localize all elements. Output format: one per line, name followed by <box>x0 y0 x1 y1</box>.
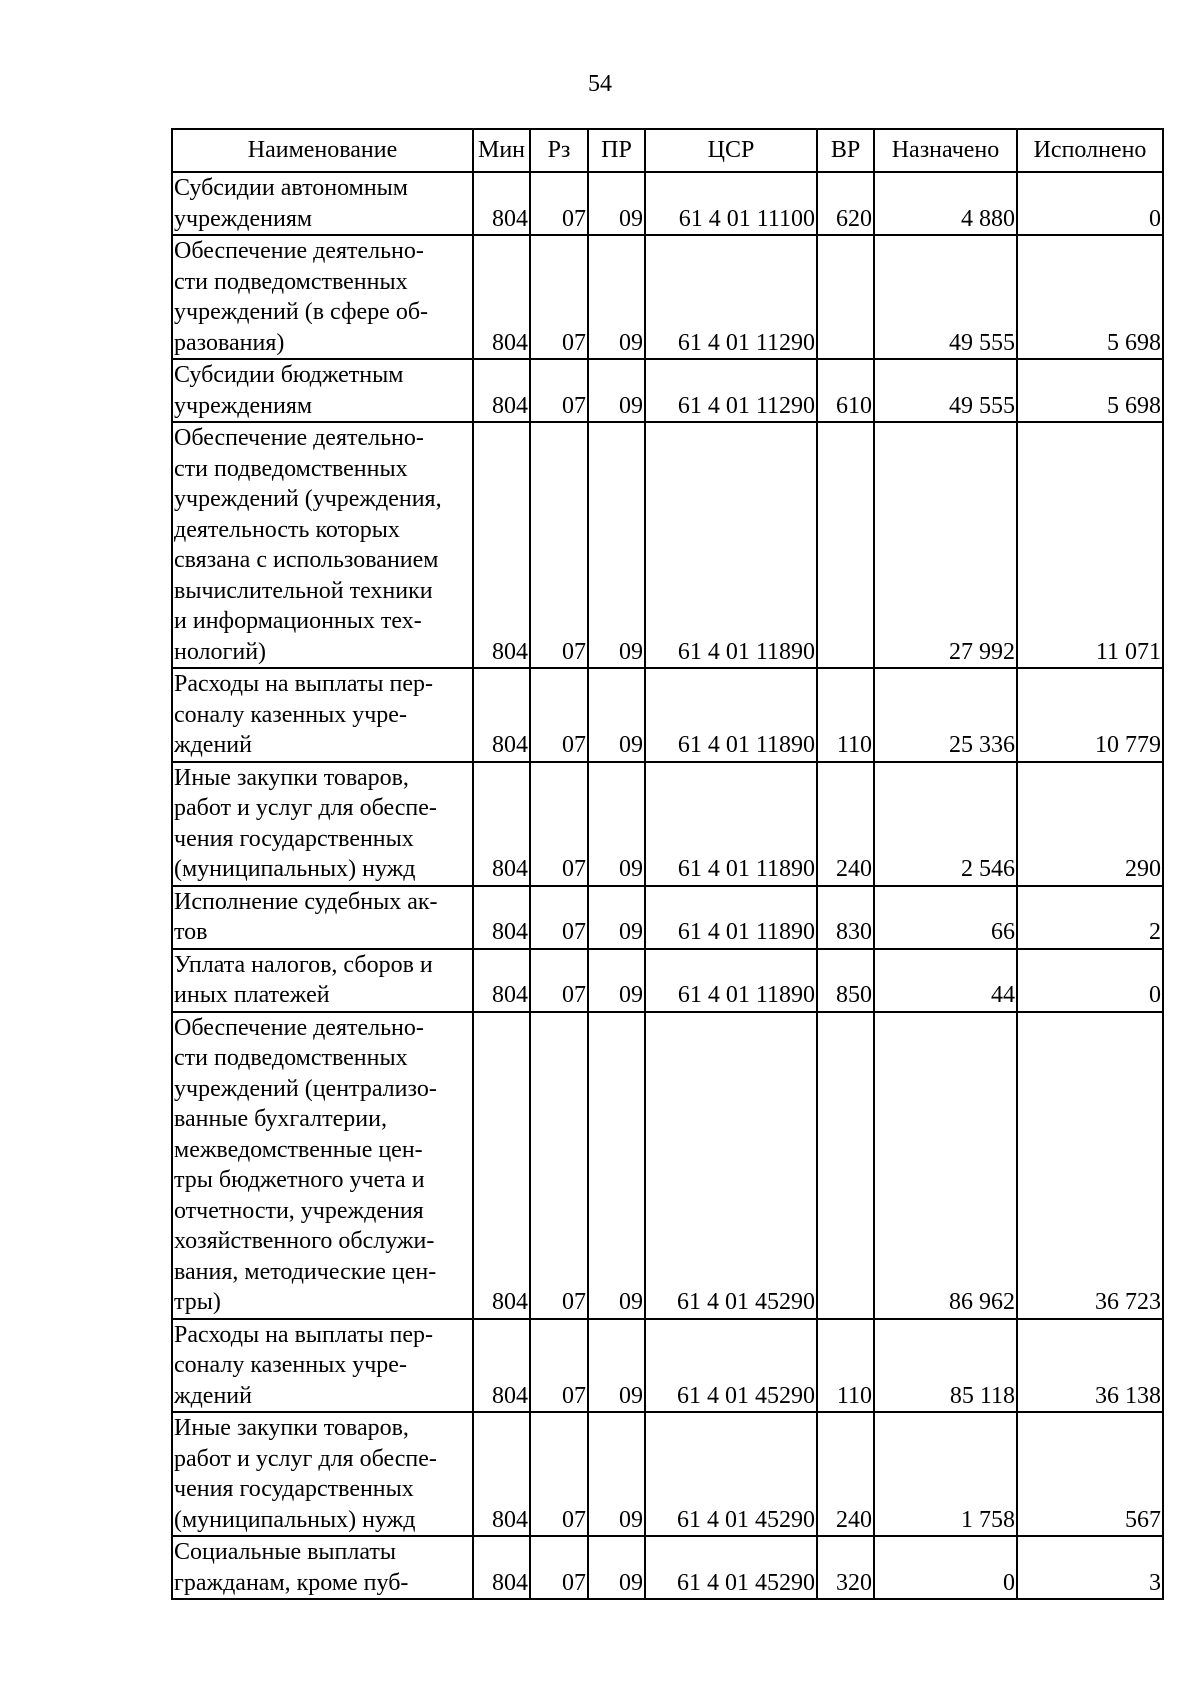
cell-name <box>172 886 473 949</box>
cell-name-line: Субсидии автономным <box>174 175 408 201</box>
cell-name-line: учреждениям <box>174 205 313 232</box>
cell-name-line: учреждениям <box>174 392 313 419</box>
header-name: Наименование <box>172 129 473 172</box>
cell-pr: 09 <box>588 1319 645 1413</box>
cell-name-line: сти подведомственных <box>174 455 408 482</box>
cell-executed: 36 138 <box>1017 1319 1163 1413</box>
cell-min: 804 <box>473 762 530 886</box>
cell-name-line: соналу казенных учре- <box>174 1352 407 1378</box>
cell-name-line: чения государственных <box>174 1476 414 1502</box>
cell-min: 804 <box>473 1412 530 1536</box>
cell-name-line: Расходы на выплаты пер- <box>174 1321 433 1348</box>
table-body <box>172 172 1163 1599</box>
cell-min: 804 <box>473 886 530 949</box>
cell-csr: 61 4 01 11890 <box>645 668 817 762</box>
cell-assigned: 86 962 <box>874 1012 1017 1319</box>
cell-assigned: 49 555 <box>874 359 1017 422</box>
cell-executed: 36 723 <box>1017 1012 1163 1319</box>
cell-rz: 07 <box>530 359 588 422</box>
table-row <box>172 1012 1163 1319</box>
header-rz: Рз <box>530 129 588 172</box>
cell-name-line: сти подведомственных <box>174 1045 408 1071</box>
cell-csr: 61 4 01 11100 <box>645 172 817 235</box>
table-row <box>172 949 1163 1012</box>
cell-executed: 0 <box>1017 949 1163 1012</box>
cell-pr: 09 <box>588 172 645 235</box>
cell-name <box>172 1319 473 1413</box>
cell-name-line: Иные закупки товаров, <box>174 764 409 791</box>
cell-csr: 61 4 01 11890 <box>645 949 817 1012</box>
cell-csr: 61 4 01 11890 <box>645 886 817 949</box>
cell-min: 804 <box>473 1012 530 1319</box>
header-assigned: Назначено <box>874 129 1017 172</box>
cell-name-line: учреждений (в сфере об- <box>174 299 429 325</box>
cell-executed: 10 779 <box>1017 668 1163 762</box>
cell-executed: 5 698 <box>1017 359 1163 422</box>
cell-rz: 07 <box>530 172 588 235</box>
table-row <box>172 235 1163 359</box>
cell-name <box>172 949 473 1012</box>
cell-name-line: учреждений (централизо- <box>174 1075 437 1102</box>
cell-assigned: 1 758 <box>874 1412 1017 1536</box>
cell-rz: 07 <box>530 1319 588 1413</box>
cell-name-line: ждений <box>174 732 252 758</box>
cell-name-line: чения государственных <box>174 825 414 852</box>
cell-vr: 850 <box>817 949 874 1012</box>
cell-vr <box>817 422 874 668</box>
cell-name <box>172 172 473 235</box>
cell-assigned: 0 <box>874 1536 1017 1599</box>
cell-pr: 09 <box>588 886 645 949</box>
cell-pr: 09 <box>588 668 645 762</box>
header-pr: ПР <box>588 129 645 172</box>
cell-assigned: 44 <box>874 949 1017 1012</box>
cell-vr: 240 <box>817 762 874 886</box>
cell-name-line: Уплата налогов, сборов и <box>174 951 433 978</box>
cell-name-line: сти подведомственных <box>174 268 408 295</box>
cell-executed: 11 071 <box>1017 422 1163 668</box>
cell-rz: 07 <box>530 886 588 949</box>
cell-name-line: Обеспечение деятельно- <box>174 425 424 451</box>
cell-vr: 830 <box>817 886 874 949</box>
cell-vr <box>817 1012 874 1319</box>
cell-executed: 290 <box>1017 762 1163 886</box>
cell-rz: 07 <box>530 235 588 359</box>
cell-name-line: учреждений (учреждения, <box>174 486 442 512</box>
cell-assigned: 27 992 <box>874 422 1017 668</box>
cell-name <box>172 762 473 886</box>
cell-assigned: 4 880 <box>874 172 1017 235</box>
cell-executed: 567 <box>1017 1412 1163 1536</box>
cell-executed: 0 <box>1017 172 1163 235</box>
cell-name-line: и информационных тех- <box>174 608 422 634</box>
cell-rz: 07 <box>530 1012 588 1319</box>
cell-min: 804 <box>473 422 530 668</box>
budget-table <box>171 128 1164 1600</box>
table-row <box>172 359 1163 422</box>
cell-vr: 320 <box>817 1536 874 1599</box>
cell-name <box>172 668 473 762</box>
cell-min: 804 <box>473 1319 530 1413</box>
cell-csr: 61 4 01 45290 <box>645 1012 817 1319</box>
cell-name-line: работ и услуг для обеспе- <box>174 795 437 821</box>
cell-name-line: деятельность которых <box>174 516 400 543</box>
cell-rz: 07 <box>530 762 588 886</box>
cell-name-line: работ и услуг для обеспе- <box>174 1445 437 1472</box>
cell-vr: 620 <box>817 172 874 235</box>
cell-csr: 61 4 01 45290 <box>645 1536 817 1599</box>
table-row <box>172 668 1163 762</box>
cell-min: 804 <box>473 235 530 359</box>
cell-assigned: 49 555 <box>874 235 1017 359</box>
cell-name-line: (муниципальных) нужд <box>174 856 416 882</box>
cell-assigned: 85 118 <box>874 1319 1017 1413</box>
cell-name-line: межведомственные цен- <box>174 1136 423 1163</box>
cell-rz: 07 <box>530 422 588 668</box>
cell-min: 804 <box>473 359 530 422</box>
cell-vr: 110 <box>817 668 874 762</box>
cell-name-line: Социальные выплаты <box>174 1539 397 1565</box>
cell-name <box>172 1012 473 1319</box>
cell-csr: 61 4 01 11290 <box>645 359 817 422</box>
cell-name <box>172 1536 473 1599</box>
cell-name-line: тры) <box>174 1289 221 1315</box>
cell-pr: 09 <box>588 1012 645 1319</box>
cell-vr <box>817 235 874 359</box>
cell-csr: 61 4 01 11890 <box>645 762 817 886</box>
cell-pr: 09 <box>588 1412 645 1536</box>
cell-pr: 09 <box>588 949 645 1012</box>
cell-name-line: Субсидии бюджетным <box>174 362 404 388</box>
cell-name-line: иных платежей <box>174 982 330 1008</box>
cell-name-line: нологий) <box>174 638 267 665</box>
header-executed: Исполнено <box>1017 129 1163 172</box>
cell-name-line: хозяйственного обслужи- <box>174 1228 435 1254</box>
table-row <box>172 886 1163 949</box>
cell-vr: 240 <box>817 1412 874 1536</box>
cell-name <box>172 422 473 668</box>
cell-name-line: отчетности, учреждения <box>174 1197 424 1224</box>
cell-pr: 09 <box>588 422 645 668</box>
cell-pr: 09 <box>588 762 645 886</box>
cell-name-line: Обеспечение деятельно- <box>174 1014 424 1041</box>
cell-min: 804 <box>473 172 530 235</box>
table-row <box>172 1319 1163 1413</box>
cell-csr: 61 4 01 45290 <box>645 1319 817 1413</box>
cell-rz: 07 <box>530 1412 588 1536</box>
cell-rz: 07 <box>530 949 588 1012</box>
cell-name-line: тры бюджетного учета и <box>174 1167 425 1193</box>
cell-executed: 5 698 <box>1017 235 1163 359</box>
cell-name-line: тов <box>174 919 208 945</box>
cell-csr: 61 4 01 11890 <box>645 422 817 668</box>
cell-min: 804 <box>473 1536 530 1599</box>
table-row <box>172 762 1163 886</box>
cell-name-line: гражданам, кроме пуб- <box>174 1569 409 1596</box>
table-row <box>172 172 1163 235</box>
cell-csr: 61 4 01 11290 <box>645 235 817 359</box>
cell-pr: 09 <box>588 359 645 422</box>
cell-name-line: ванные бухгалтерии, <box>174 1106 387 1132</box>
cell-vr: 610 <box>817 359 874 422</box>
cell-name <box>172 235 473 359</box>
cell-name-line: соналу казенных учре- <box>174 701 407 728</box>
cell-name-line: вычислительной техники <box>174 577 433 604</box>
table-row <box>172 422 1163 668</box>
cell-executed: 3 <box>1017 1536 1163 1599</box>
table-header-row <box>172 129 1163 172</box>
header-vr: ВР <box>817 129 874 172</box>
cell-min: 804 <box>473 949 530 1012</box>
cell-name-line: Исполнение судебных ак- <box>174 888 438 915</box>
cell-name <box>172 359 473 422</box>
cell-pr: 09 <box>588 235 645 359</box>
cell-name-line: Обеспечение деятельно- <box>174 238 424 264</box>
table-row <box>172 1536 1163 1599</box>
cell-name-line: (муниципальных) нужд <box>174 1506 416 1533</box>
cell-executed: 2 <box>1017 886 1163 949</box>
cell-name-line: вания, методические цен- <box>174 1258 437 1285</box>
cell-min: 804 <box>473 668 530 762</box>
cell-rz: 07 <box>530 1536 588 1599</box>
cell-name-line: Расходы на выплаты пер- <box>174 671 433 697</box>
header-min: Мин <box>473 129 530 172</box>
cell-name-line: разования) <box>174 329 285 356</box>
cell-rz: 07 <box>530 668 588 762</box>
cell-assigned: 2 546 <box>874 762 1017 886</box>
cell-name-line: ждений <box>174 1382 252 1409</box>
cell-vr: 110 <box>817 1319 874 1413</box>
cell-assigned: 25 336 <box>874 668 1017 762</box>
table-row <box>172 1412 1163 1536</box>
cell-csr: 61 4 01 45290 <box>645 1412 817 1536</box>
cell-name-line: связана с использованием <box>174 547 439 573</box>
page-number: 54 <box>588 71 612 97</box>
cell-name <box>172 1412 473 1536</box>
cell-pr: 09 <box>588 1536 645 1599</box>
cell-assigned: 66 <box>874 886 1017 949</box>
header-csr: ЦСР <box>645 129 817 172</box>
cell-name-line: Иные закупки товаров, <box>174 1415 409 1441</box>
